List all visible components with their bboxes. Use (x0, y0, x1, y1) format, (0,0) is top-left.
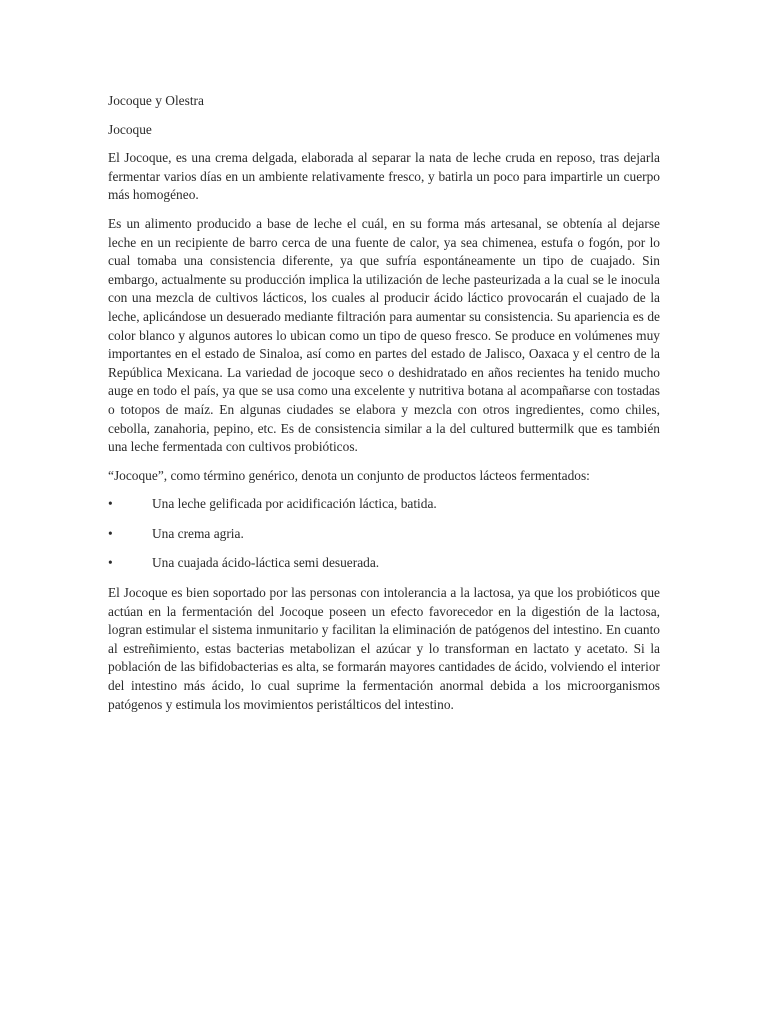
bullet-marker: • (108, 496, 113, 512)
list-item-text: Una crema agria. (152, 525, 244, 541)
document-title: Jocoque y Olestra (108, 93, 204, 108)
paragraph-lactose: El Jocoque es bien soportado por las personas con intolerancia a la lactosa, ya que los probióticos que actúan en la fermentación del Jocoque poseen un efecto favorecedor en la digestión de la lactosa, logran estimular el sistema inmunitario y facilitan la eliminación de patógenos del intestino. En cuanto al estreñimiento, estas bacterias metabolizan el azúcar y lo transforman en lactato y acetato. Si la población de las bifidobacterias es alta, se formarán mayores cantidades de ácido, volviendo el interior del intestino más ácido, lo cual suprime la fermentación anormal debida a los microorganismos patógenos y estimula los movimientos peristálticos del intestino. (108, 585, 660, 712)
bullet-list (108, 495, 660, 573)
paragraph-production: Es un alimento producido a base de leche el cuál, en su forma más artesanal, se obtenía al dejarse leche en un recipiente de barro cerca de una fuente de calor, ya sea chimenea, estufa o fogón, por lo cual tomaba una consistencia diferente, ya que sufría espontáneamente un tipo de cuajado. Sin embargo, actualmente su producción implica la utilización de leche pasteurizada a la cual se le inocula con una mezcla de cultivos lácticos, los cuales al producir ácido láctico provocarán el cuajado de la leche, aplicándose un desuerado mediante filtración para aumentar su consistencia. Su apariencia es de color blanco y algunos autores lo ubican como un tipo de queso fresco. Se produce en volúmenes muy importantes en el estado de Sinaloa, así como en partes del estado de Jalisco, Oaxaca y el centro de la República Mexicana. La variedad de jocoque seco o deshidratado en años recientes ha tenido mucho auge en todo el país, ya que se usa como una excelente y nutritiva botana al acompañarse con tostadas o totopos de maíz. En algunas ciudades se elabora y mezcla con otros ingredientes, como chiles, cebolla, zanahoria, pepino, etc. Es de consistencia similar a la del cultured buttermilk que es también una leche fermentada con cultivos probióticos. (108, 215, 660, 455)
list-item-text: Una cuajada ácido-láctica semi desuerada. (152, 555, 380, 571)
section-heading: Jocoque (108, 121, 152, 137)
list-item (108, 525, 660, 544)
list-item-text: Una leche gelificada por acidificación láctica, batida. (152, 496, 437, 512)
bullet-marker: • (108, 555, 113, 571)
list-item (108, 495, 660, 514)
document-page (108, 92, 660, 724)
list-item (108, 554, 660, 573)
paragraph-generic-term: “Jocoque”, como término genérico, denota un conjunto de productos lácteos fermentados: (108, 467, 590, 483)
paragraph-intro: El Jocoque, es una crema delgada, elaborada al separar la nata de leche cruda en reposo, tras dejarla fermentar varios días en un ambiente relativamente fresco, y batirla un poco para impartirle un cuerpo más homogéneo. (108, 150, 660, 203)
bullet-marker: • (108, 525, 113, 541)
